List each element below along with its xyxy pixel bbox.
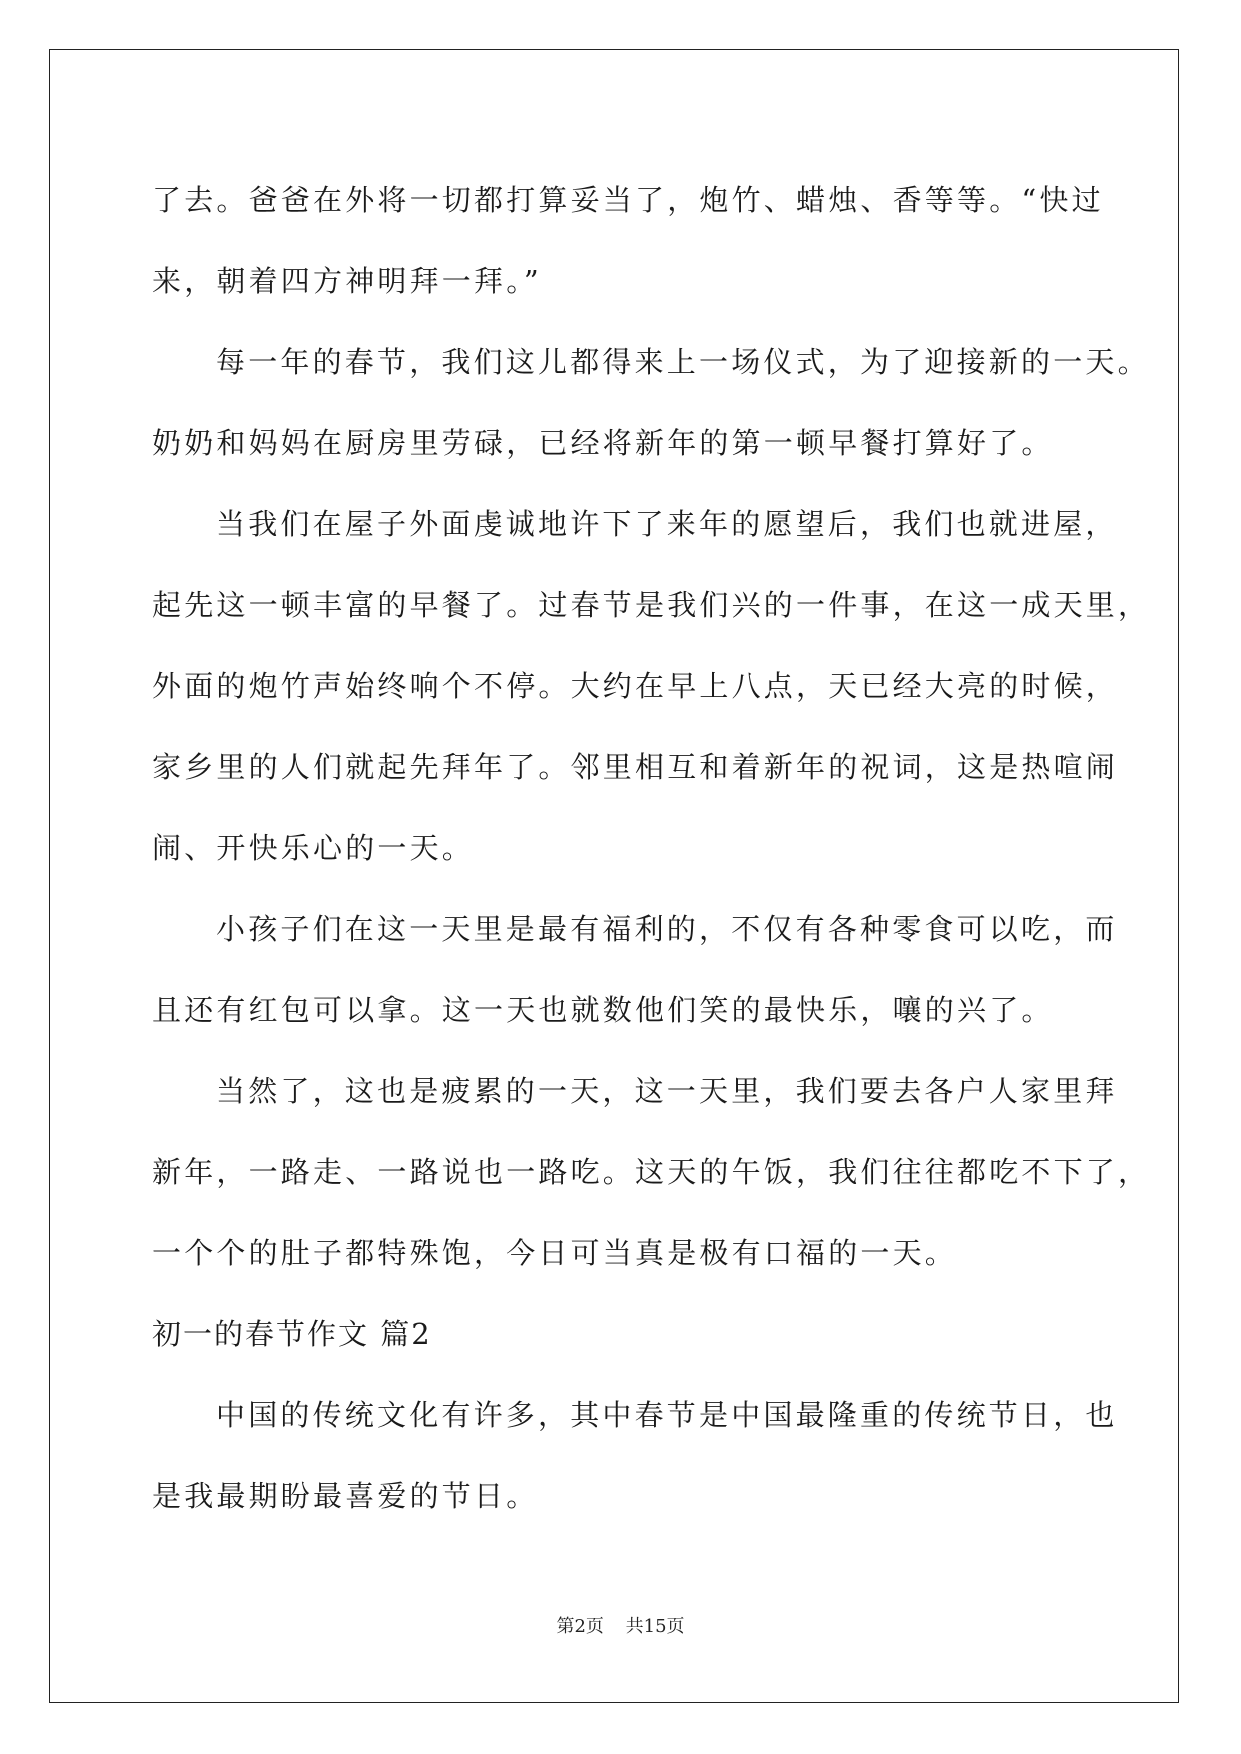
page-total: 共15页 [625,1616,685,1637]
text-line: 一个个的肚子都特殊饱，今日可当真是极有口福的一天。 [152,1236,958,1270]
page-footer [0,1612,1241,1638]
text-line: 当我们在屋子外面虔诚地许下了来年的愿望后，我们也就进屋， [216,507,1118,541]
paragraph [152,889,1118,1051]
text-line: 新年，一路走、一路说也一路吃。这天的午饭，我们往往都吃不下了， [152,1155,1151,1189]
document-body [152,160,1151,1537]
paragraph [152,160,1104,322]
paragraph [152,1051,1151,1294]
text-line: 中国的传统文化有许多，其中春节是中国最隆重的传统节日，也 [216,1398,1118,1432]
text-line: 且还有红包可以拿。这一天也就数他们笑的最快乐，嚷的兴了。 [152,993,1054,1027]
text-line: 每一年的春节，我们这儿都得来上一场仪式，为了迎接新的一天。 [216,345,1150,379]
text-line: 来，朝着四方神明拜一拜。” [152,264,542,298]
section-heading: 初一的春节作文 篇2 [152,1317,432,1351]
text-line: 当然了，这也是疲累的一天，这一天里，我们要去各户人家里拜 [216,1074,1118,1108]
text-line: 外面的炮竹声始终响个不停。大约在早上八点，天已经大亮的时候， [152,669,1119,703]
text-line: 家乡里的人们就起先拜年了。邻里相互和着新年的祝词，这是热喧闹 [152,750,1119,784]
text-line: 奶奶和妈妈在厨房里劳碌，已经将新年的第一顿早餐打算好了。 [152,426,1054,460]
page-number: 第2页 [556,1616,604,1637]
paragraph [152,1375,1118,1537]
text-line: 了去。爸爸在外将一切都打算妥当了，炮竹、蜡烛、香等等。“快过 [152,183,1104,217]
paragraph [152,322,1150,484]
paragraph [152,484,1151,889]
text-line: 起先这一顿丰富的早餐了。过春节是我们兴的一件事，在这一成天里， [152,588,1151,622]
text-line: 闹、开快乐心的一天。 [152,831,475,865]
text-line: 是我最期盼最喜爱的节日。 [152,1479,539,1513]
text-line: 小孩子们在这一天里是最有福利的，不仅有各种零食可以吃，而 [216,912,1118,946]
